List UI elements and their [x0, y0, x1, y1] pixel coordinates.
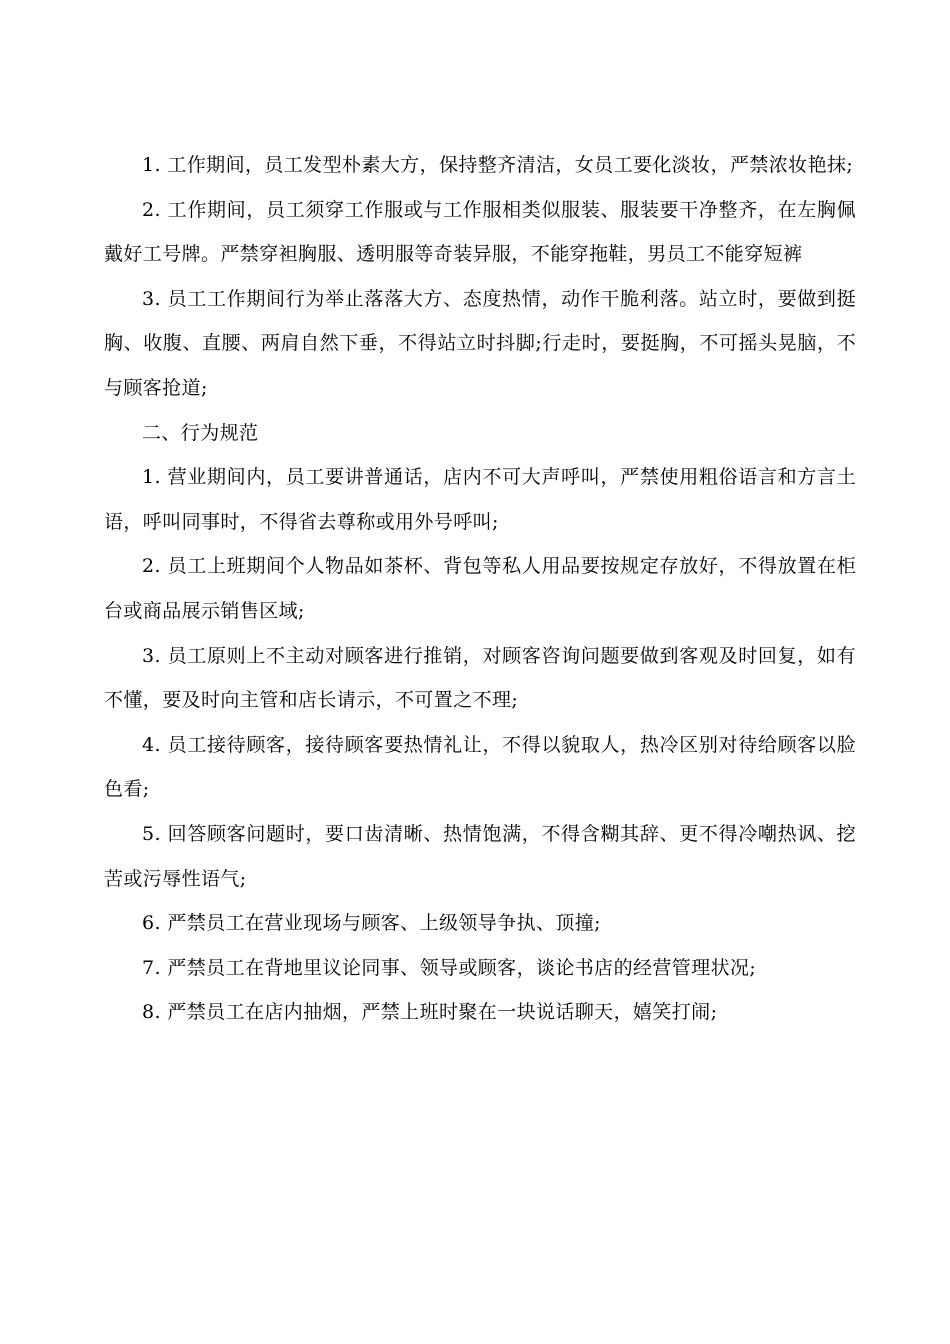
paragraph-language: 1. 营业期间内，员工要讲普通话，店内不可大声呼叫，严禁使用粗俗语言和方言土语，呼叫同事时，不得省去尊称或用外号呼叫;: [104, 466, 856, 533]
paragraph-no-dispute: 6. 严禁员工在营业现场与顾客、上级领导争执、顶撞;: [142, 912, 601, 935]
paragraph-dress-grooming: 1. 工作期间，员工发型朴素大方，保持整齐清洁，女员工要化淡妆，严禁浓妆艳抹;: [142, 154, 854, 176]
paragraph-personal-items: 2. 员工上班期间个人物品如茶杯、背包等私人用品要按规定存放好，不得放置在柜台或商品展示销售区域;: [104, 555, 856, 622]
section-heading-behavior: 二、行为规范: [142, 421, 259, 444]
paragraph-reception: 4. 员工接待顾客，接待顾客要热情礼让，不得以貌取人，热冷区别对待给顾客以脸色看;: [104, 733, 856, 801]
paragraph-customer-inquiry: 3. 员工原则上不主动对顾客进行推销，对顾客咨询问题要做到客观及时回复，如有不懂，要及时向主管和店长请示，不可置之不理;: [104, 644, 856, 712]
document-page: [104, 143, 856, 1035]
paragraph-answering: 5. 回答顾客问题时，要口齿清晰、热情饱满，不得含糊其辞、更不得冷嘲热讽、挖苦或污辱性语气;: [104, 822, 856, 890]
paragraph-uniform: 2. 工作期间，员工须穿工作服或与工作服相类似服装、服装要干净整齐，在左胸佩戴好工号牌。严禁穿袒胸服、透明服等奇装异服，不能穿拖鞋，男员工不能穿短裤: [104, 198, 856, 266]
paragraph-no-smoking: 8. 严禁员工在店内抽烟，严禁上班时聚在一块说话聊天，嬉笑打闹;: [142, 1001, 718, 1024]
paragraph-no-gossip: 7. 严禁员工在背地里议论同事、领导或顾客，谈论书店的经营管理状况;: [142, 956, 757, 979]
paragraph-posture: 3. 员工工作期间行为举止落落大方、态度热情，动作干脆利落。站立时，要做到挺胸、收腹、直腰、两肩自然下垂，不得站立时抖脚;行走时，要挺胸，不可摇头晃脑，不与顾客抢道;: [104, 287, 856, 399]
